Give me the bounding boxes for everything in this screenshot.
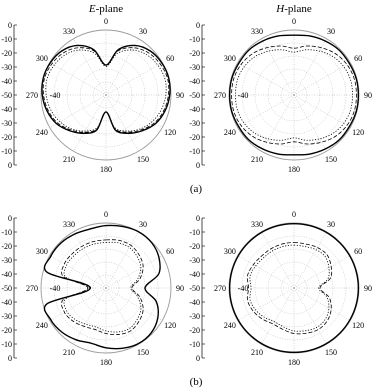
angle-label: 180 (288, 358, 300, 367)
radial-tick-label: -10 (1, 35, 12, 44)
radial-tick-label: -30 (189, 312, 200, 321)
angle-label: 120 (352, 128, 365, 137)
radial-tick-label: -20 (189, 133, 200, 142)
grid-spoke (106, 95, 162, 128)
grid-spoke (294, 39, 327, 95)
radial-tick-label: -20 (189, 49, 200, 58)
grid-spoke (106, 288, 162, 321)
angle-label: 270 (26, 284, 38, 293)
angle-label: 270 (214, 91, 226, 100)
series-solid (44, 225, 160, 348)
radial-tick-label: -40 (189, 105, 200, 114)
radial-tick-label: -40 (1, 77, 12, 86)
caption-b: (b) (189, 376, 203, 388)
angle-label: 180 (100, 165, 112, 174)
radial-tick-label: 0 (196, 354, 200, 363)
radial-tick-label: -50 (189, 284, 200, 293)
angle-label: 60 (166, 54, 175, 63)
angle-label: 330 (251, 26, 263, 36)
radial-tick-label: 0 (8, 161, 12, 170)
angle-label: 120 (352, 321, 365, 330)
grid-spoke (262, 288, 295, 344)
radial-tick-label: 0 (8, 354, 12, 363)
angle-label: 240 (35, 128, 48, 137)
angle-label: 300 (35, 54, 48, 63)
grid-spoke (106, 288, 139, 344)
grid-spoke (74, 95, 107, 151)
inner-radial-label: -40 (237, 91, 249, 100)
angle-label: 120 (164, 128, 177, 137)
polar-panels (1, 17, 372, 367)
grid-spoke (106, 63, 162, 96)
polar-chart-0 (1, 17, 184, 174)
caption-a: (a) (189, 183, 203, 195)
angle-label: 210 (251, 155, 263, 165)
angle-label: 90 (176, 284, 184, 293)
angle-label: 30 (139, 26, 147, 36)
radial-tick-label: 0 (196, 21, 200, 30)
radial-tick-label: -30 (1, 312, 12, 321)
radial-tick-label: -40 (1, 105, 12, 114)
angle-label: 90 (364, 284, 372, 293)
radial-tick-label: -50 (189, 91, 200, 100)
inner-radial-label: -40 (49, 91, 61, 100)
angle-label: 270 (26, 91, 38, 100)
grid-spoke (106, 95, 139, 151)
polar-chart-1 (189, 17, 372, 174)
angle-label: 240 (35, 321, 48, 330)
angle-label: 300 (35, 247, 48, 256)
angle-label: 120 (164, 321, 177, 330)
angle-label: 150 (325, 348, 337, 358)
angle-label: 330 (63, 219, 75, 229)
angle-label: 150 (137, 155, 149, 165)
radial-tick-label: -30 (189, 256, 200, 265)
radial-tick-label: -40 (1, 298, 12, 307)
radial-tick-label: 0 (8, 214, 12, 223)
angle-label: 60 (166, 247, 175, 256)
polar-chart-2 (1, 210, 184, 367)
angle-label: 150 (137, 348, 149, 358)
angle-label: 0 (104, 17, 108, 26)
angle-label: 150 (325, 155, 337, 165)
radial-tick-label: -30 (1, 63, 12, 72)
inner-radial-label: -40 (237, 284, 249, 293)
angle-label: 210 (251, 348, 263, 358)
radial-tick-label: -10 (189, 35, 200, 44)
grid-spoke (294, 63, 350, 96)
grid-spoke (294, 95, 350, 128)
radial-tick-label: -30 (189, 119, 200, 128)
angle-label: 270 (214, 284, 226, 293)
angle-label: 300 (223, 247, 236, 256)
radial-tick-label: -30 (189, 63, 200, 72)
radial-tick-label: 0 (196, 161, 200, 170)
radial-tick-label: -10 (189, 228, 200, 237)
series-dotted (64, 242, 141, 332)
angle-label: 90 (364, 91, 372, 100)
grid-spoke (74, 288, 107, 344)
angle-label: 60 (354, 54, 363, 63)
angle-label: 0 (104, 210, 108, 219)
radial-tick-label: -10 (1, 147, 12, 156)
angle-label: 330 (63, 26, 75, 36)
radial-tick-label: 0 (196, 214, 200, 223)
grid-spoke (294, 232, 327, 288)
radial-tick-label: -40 (189, 270, 200, 279)
angle-label: 240 (223, 321, 236, 330)
column-title-e-plane: E-plane (88, 3, 124, 15)
radial-tick-label: -50 (1, 284, 12, 293)
radial-tick-label: -20 (1, 242, 12, 251)
radial-tick-label: -20 (1, 326, 12, 335)
radial-tick-label: -20 (189, 326, 200, 335)
inner-radial-label: -40 (49, 284, 61, 293)
radial-tick-label: -20 (1, 49, 12, 58)
radial-tick-label: -30 (1, 256, 12, 265)
angle-label: 210 (63, 348, 75, 358)
angle-label: 180 (100, 358, 112, 367)
radial-tick-label: -20 (189, 242, 200, 251)
radial-tick-label: -10 (189, 147, 200, 156)
angle-label: 210 (63, 155, 75, 165)
angle-label: 30 (139, 219, 147, 229)
angle-label: 30 (327, 219, 335, 229)
angle-label: 0 (292, 17, 296, 26)
grid-spoke (294, 288, 327, 344)
polar-chart-3 (189, 210, 372, 367)
radial-tick-label: 0 (8, 21, 12, 30)
column-title-h-plane: H-plane (276, 3, 312, 15)
grid-spoke (262, 232, 295, 288)
radial-tick-label: -40 (189, 298, 200, 307)
grid-spoke (106, 232, 139, 288)
angle-label: 60 (354, 247, 363, 256)
grid-spoke (294, 256, 350, 289)
radial-tick-label: -10 (1, 340, 12, 349)
radial-tick-label: -10 (189, 340, 200, 349)
angle-label: 0 (292, 210, 296, 219)
angle-label: 300 (223, 54, 236, 63)
radial-tick-label: -40 (1, 270, 12, 279)
radial-tick-label: -10 (1, 228, 12, 237)
radial-tick-label: -50 (1, 91, 12, 100)
radial-tick-label: -30 (1, 119, 12, 128)
angle-label: 30 (327, 26, 335, 36)
radial-tick-label: -20 (1, 133, 12, 142)
angle-label: 330 (251, 219, 263, 229)
angle-label: 240 (223, 128, 236, 137)
angle-label: 180 (288, 165, 300, 174)
angle-label: 90 (176, 91, 184, 100)
radial-tick-label: -40 (189, 77, 200, 86)
